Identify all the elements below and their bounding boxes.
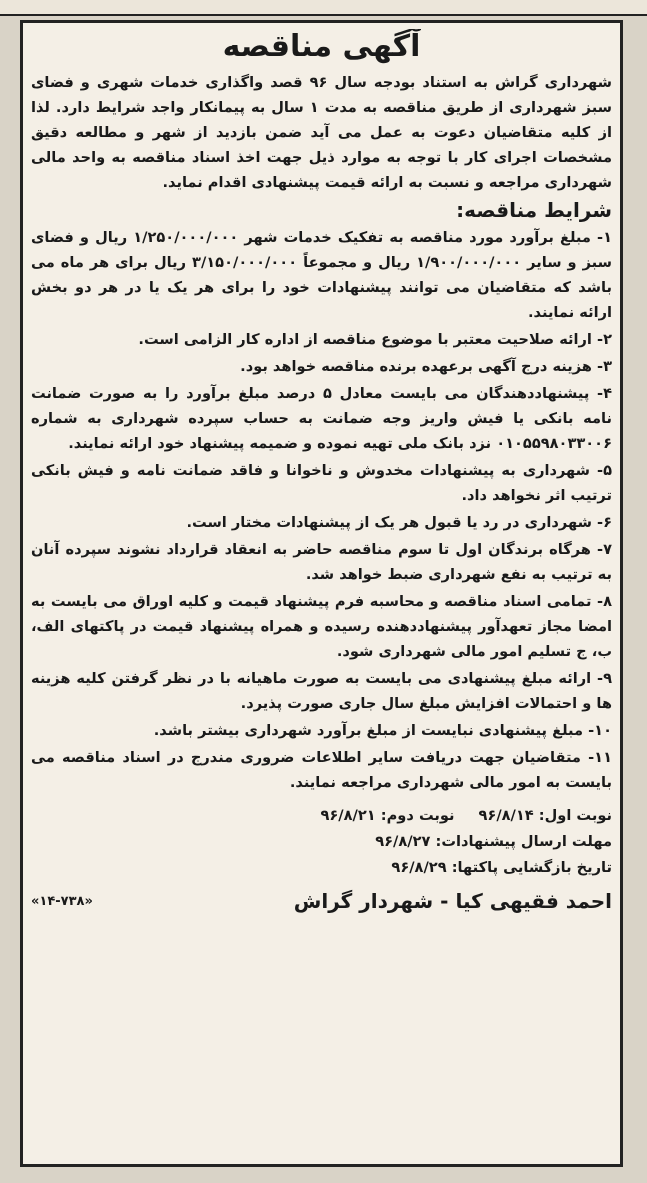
signature [31,889,612,913]
opening-date: تاریخ بازگشایی پاکتها: ۹۶/۸/۲۹ [391,859,612,876]
condition-item: ۱۰- مبلغ پیشنهادی نبایست از مبلغ برآورد شهرداری بیشتر باشد. [153,722,612,739]
condition-item: ۱- مبلغ برآورد مورد مناقصه به تفکیک خدمات شهر ۱/۲۵۰/۰۰۰/۰۰۰ ریال و فضای سبز و سایر ۱/۹۰۰/۰۰۰/۰۰۰ ریال و مجموعاً ۳/۱۵۰/۰۰۰/۰۰۰ ریال برای هر ماه می باشد که متقاضیان می توانند پیشنهادات خود را برای هر یک یا در هر دو بخش ارائه نمایند. [31,229,612,321]
condition-item: ۴- پیشنهاددهندگان می بایست معادل ۵ درصد مبلغ برآورد را به صورت ضمانت نامه بانکی یا فیش واریز وجه ضمانت به حساب سپرده شهرداری به شماره ۰۱۰۵۵۹۸۰۳۳۰۰۶ نزد بانک ملی تهیه نموده و ضمیمه پیشنهاد خود ارائه نمایند. [31,385,612,452]
second-round-date: نوبت دوم: ۹۶/۸/۲۱ [320,807,455,824]
condition-item: ۵- شهرداری به پیشنهادات مخدوش و ناخوانا و فاقد ضمانت نامه و فیش بانکی ترتیب اثر نخواهد داد. [31,462,612,504]
condition-item: ۶- شهرداری در رد یا قبول هر یک از پیشنهادات مختار است. [186,514,612,531]
schedule [31,803,612,881]
top-strip [0,0,647,16]
condition-item: ۱۱- متقاضیان جهت دریافت سایر اطلاعات ضروری مندرج در اسناد مناقصه می بایست به امور مالی شهرداری مراجعه نمایند. [31,749,612,791]
announcement-content [31,29,612,1156]
rounds-row [31,803,612,829]
condition-item: ۸- تمامی اسناد مناقصه و محاسبه فرم پیشنهاد قیمت و کلیه اوراق می بایست به امضا مجاز تعهدآور پیشنهاددهنده رسیده و همراه پیشنهاد قیمت در پاکتهای الف، ب، ج تسلیم امور مالی شهرداری شود. [31,593,612,660]
condition-item: ۹- ارائه مبلغ پیشنهادی می بایست به صورت ماهیانه با در نظر گرفتن کلیه هزینه ها و احتمالات افزایش مبلغ سال جاری صورت پذیرد. [31,670,612,712]
first-round-date: نوبت اول: ۹۶/۸/۱۴ [478,807,612,824]
announcement-title: آگهی مناقصه [222,29,421,64]
deadline-date: مهلت ارسال پیشنهادات: ۹۶/۸/۲۷ [375,833,612,850]
intro-paragraph: شهرداری گراش به استناد بودجه سال ۹۶ قصد واگذاری خدمات شهری و فضای سبز شهرداری از طریق مناقصه به مدت ۱ سال به پیمانکار واجد شرایط دارد. لذا از کلیه متقاضیان دعوت به عمل می آید ضمن بازدید از شهر و مطالعه دقیق مشخصات اجرای کار با توجه به موارد ذیل جهت اخذ اسناد مناقصه به واحد مالی شهرداری مراجعه و نسبت به ارائه قیمت پیشنهادی اقدام نماید. [31,74,612,191]
signatory-name: احمد فقیهی کیا - شهردار گراش [293,889,612,913]
announcement-frame [20,20,623,1167]
conditions-title: شرایط مناقصه: [456,198,612,222]
condition-item: ۲- ارائه صلاحیت معتبر با موضوع مناقصه از اداره کار الزامی است. [138,331,612,348]
ad-code: «۱۴-۷۳۸» [31,893,93,909]
condition-item: ۷- هرگاه برندگان اول تا سوم مناقصه حاضر به انعقاد قرارداد نشوند سپرده آنان به ترتیب به نفع شهرداری ضبط خواهد شد. [31,541,612,583]
condition-item: ۳- هزینه درج آگهی برعهده برنده مناقصه خواهد بود. [240,358,612,375]
